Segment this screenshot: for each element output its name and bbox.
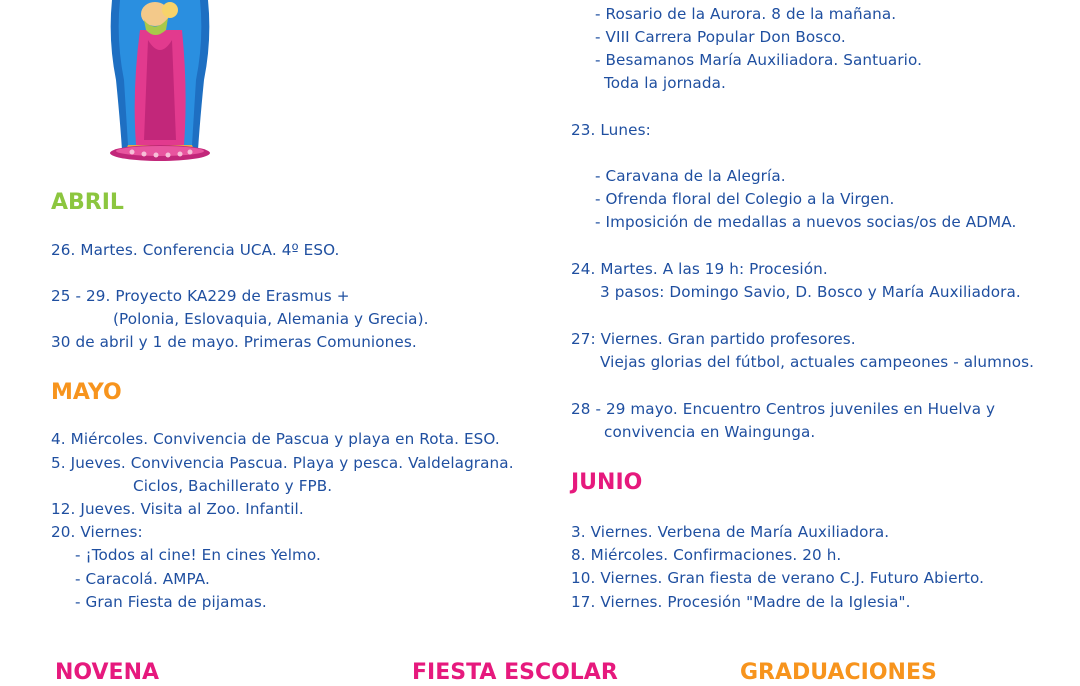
mayo-event: 4. Miércoles. Convivencia de Pascua y playa en Rota. ESO. [51,430,500,448]
mayo-event: 23. Lunes: [571,121,651,139]
mayo-event: - Gran Fiesta de pijamas. [75,593,267,611]
junio-event: 10. Viernes. Gran fiesta de verano C.J. Futuro Abierto. [571,569,985,587]
graduaciones-heading: GRADUACIONES [740,660,937,685]
junio-heading: JUNIO [571,470,643,495]
mayo-event: 20. Viernes: [51,523,143,541]
mayo-event: 27: Viernes. Gran partido profesores. [571,330,856,348]
mayo-event: - ¡Todos al cine! En cines Yelmo. [75,546,321,564]
mayo-heading: MAYO [51,380,122,405]
mayo-event: - VIII Carrera Popular Don Bosco. [595,28,846,46]
mayo-event: Viejas glorias del fútbol, actuales campeones - alumnos. [600,353,1035,371]
abril-event: (Polonia, Eslovaquia, Alemania y Grecia). [113,310,429,328]
mayo-event: - Imposición de medallas a nuevos socias/os de ADMA. [595,213,1017,231]
abril-event: 25 - 29. Proyecto KA229 de Erasmus + [51,287,350,305]
junio-event: 3. Viernes. Verbena de María Auxiliadora. [571,523,890,541]
mayo-event: - Caravana de la Alegría. [595,167,786,185]
abril-event: 30 de abril y 1 de mayo. Primeras Comuniones. [51,333,417,351]
mayo-event: Toda la jornada. [604,74,726,92]
virgin-mary-statue-image [100,0,220,162]
mayo-event: 24. Martes. A las 19 h: Procesión. [571,260,828,278]
mayo-event: convivencia en Waingunga. [604,423,816,441]
junio-event: 8. Miércoles. Confirmaciones. 20 h. [571,546,842,564]
mayo-event: - Rosario de la Aurora. 8 de la mañana. [595,5,897,23]
mayo-event: 5. Jueves. Convivencia Pascua. Playa y pesca. Valdelagrana. [51,454,514,472]
mayo-event: 12. Jueves. Visita al Zoo. Infantil. [51,500,304,518]
mayo-event: 3 pasos: Domingo Savio, D. Bosco y María Auxiliadora. [600,283,1021,301]
novena-heading: NOVENA [55,660,160,685]
mayo-event: 28 - 29 mayo. Encuentro Centros juveniles en Huelva y [571,400,996,418]
mayo-event: - Ofrenda floral del Colegio a la Virgen. [595,190,895,208]
fiesta-escolar-heading: FIESTA ESCOLAR [412,660,618,685]
mayo-event: Ciclos, Bachillerato y FPB. [133,477,333,495]
abril-event: 26. Martes. Conferencia UCA. 4º ESO. [51,241,340,259]
mayo-event: - Besamanos María Auxiliadora. Santuario. [595,51,923,69]
abril-heading: ABRIL [51,190,124,215]
mayo-event: - Caracolá. AMPA. [75,570,210,588]
junio-event: 17. Viernes. Procesión "Madre de la Iglesia". [571,593,911,611]
